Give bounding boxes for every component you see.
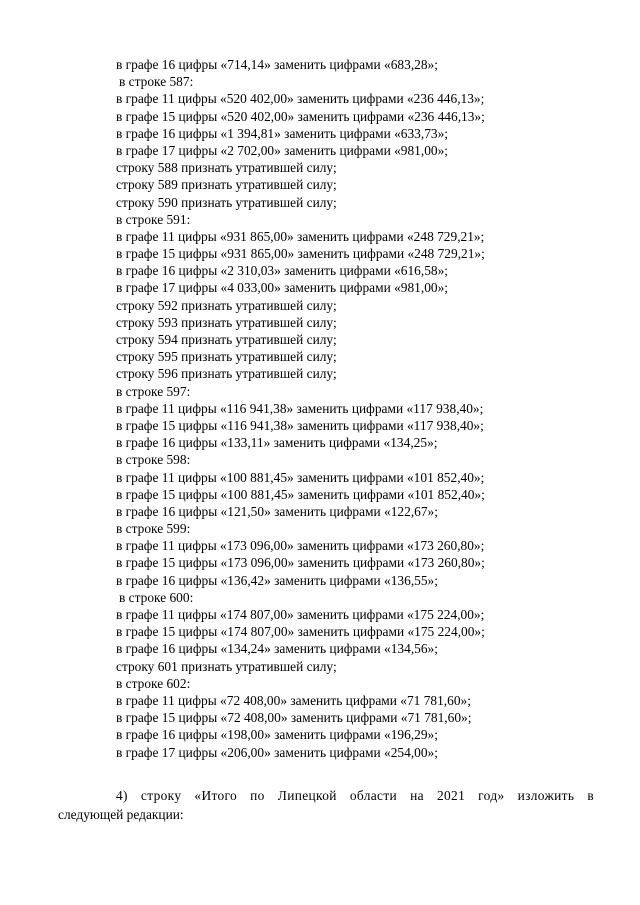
amendment-line: в графе 15 цифры «931 865,00» заменить цифрами «248 729,21»; [116, 246, 485, 262]
amendment-line: в графе 16 цифры «1 394,81» заменить цифрами «633,73»; [116, 125, 449, 141]
amendment-line: в графе 16 цифры «2 310,03» заменить цифрами «616,58»; [116, 263, 449, 279]
amendment-line: строку 592 признать утратившей силу; [116, 297, 337, 313]
amendment-line: строку 590 признать утратившей силу; [116, 194, 337, 210]
amendment-line: строку 588 признать утратившей силу; [116, 160, 337, 176]
final-paragraph-line-1: 4) строку «Итого по Липецкой области на 2021 год» изложить в [116, 788, 594, 803]
amendment-line: в графе 15 цифры «173 096,00» заменить цифрами «173 260,80»; [116, 555, 485, 571]
amendment-line: строку 601 признать утратившей силу; [116, 658, 337, 674]
amendment-line: в графе 11 цифры «174 807,00» заменить цифрами «175 224,00»; [116, 607, 485, 622]
row-heading: в строке 599: [116, 521, 191, 537]
amendment-line: в графе 16 цифры «121,50» заменить цифрами «122,67»; [116, 503, 438, 519]
row-heading: в строке 598: [116, 452, 191, 468]
amendment-line: в графе 16 цифры «198,00» заменить цифрами «196,29»; [116, 727, 438, 743]
amendment-line: строку 596 признать утратившей силу; [116, 366, 337, 382]
amendment-line: в графе 17 цифры «206,00» заменить цифрами «254,00»; [116, 744, 438, 760]
amendment-line: в графе 16 цифры «133,11» заменить цифрами «134,25»; [116, 435, 438, 451]
amendment-line: в графе 15 цифры «520 402,00» заменить цифрами «236 446,13»; [116, 108, 485, 124]
amendment-line: в графе 15 цифры «174 807,00» заменить цифрами «175 224,00»; [116, 624, 485, 640]
amendment-line: в графе 11 цифры «116 941,38» заменить цифрами «117 938,40»; [116, 400, 484, 416]
row-heading: в строке 591: [116, 211, 191, 227]
amendment-line: в графе 16 цифры «134,24» заменить цифрами «134,56»; [116, 641, 438, 657]
final-paragraph-line-2: следующей редакции: [58, 806, 184, 822]
amendment-line: строку 594 признать утратившей силу; [116, 332, 337, 347]
amendment-line: в графе 17 цифры «4 033,00» заменить цифрами «981,00»; [116, 280, 449, 296]
amendment-line: в графе 11 цифры «100 881,45» заменить цифрами «101 852,40»; [116, 469, 485, 485]
row-heading: в строке 587: [119, 74, 194, 90]
row-heading: в строке 600: [119, 589, 194, 605]
amendment-line: в графе 11 цифры «173 096,00» заменить цифрами «173 260,80»; [116, 538, 485, 554]
row-heading: в строке 602: [116, 675, 191, 691]
amendment-line: в графе 17 цифры «2 702,00» заменить цифрами «981,00»; [116, 142, 449, 158]
amendment-line: в графе 16 цифры «714,14» заменить цифрами «683,28»; [116, 57, 438, 72]
amendment-line: строку 595 признать утратившей силу; [116, 349, 337, 365]
amendment-line: в графе 15 цифры «72 408,00» заменить цифрами «71 781,60»; [116, 710, 472, 726]
amendment-line: в графе 11 цифры «931 865,00» заменить цифрами «248 729,21»; [116, 228, 485, 244]
amendment-line: в графе 11 цифры «520 402,00» заменить цифрами «236 446,13»; [116, 91, 485, 107]
row-heading: в строке 597: [116, 383, 191, 399]
amendment-list [116, 56, 576, 761]
final-paragraph [58, 787, 594, 824]
amendment-line: в графе 11 цифры «72 408,00» заменить цифрами «71 781,60»; [116, 692, 471, 708]
amendment-line: строку 589 признать утратившей силу; [116, 177, 337, 193]
amendment-line: строку 593 признать утратившей силу; [116, 314, 337, 330]
amendment-line: в графе 15 цифры «100 881,45» заменить цифрами «101 852,40»; [116, 486, 485, 502]
amendment-line: в графе 15 цифры «116 941,38» заменить цифрами «117 938,40»; [116, 417, 484, 433]
amendment-line: в графе 16 цифры «136,42» заменить цифрами «136,55»; [116, 572, 438, 588]
